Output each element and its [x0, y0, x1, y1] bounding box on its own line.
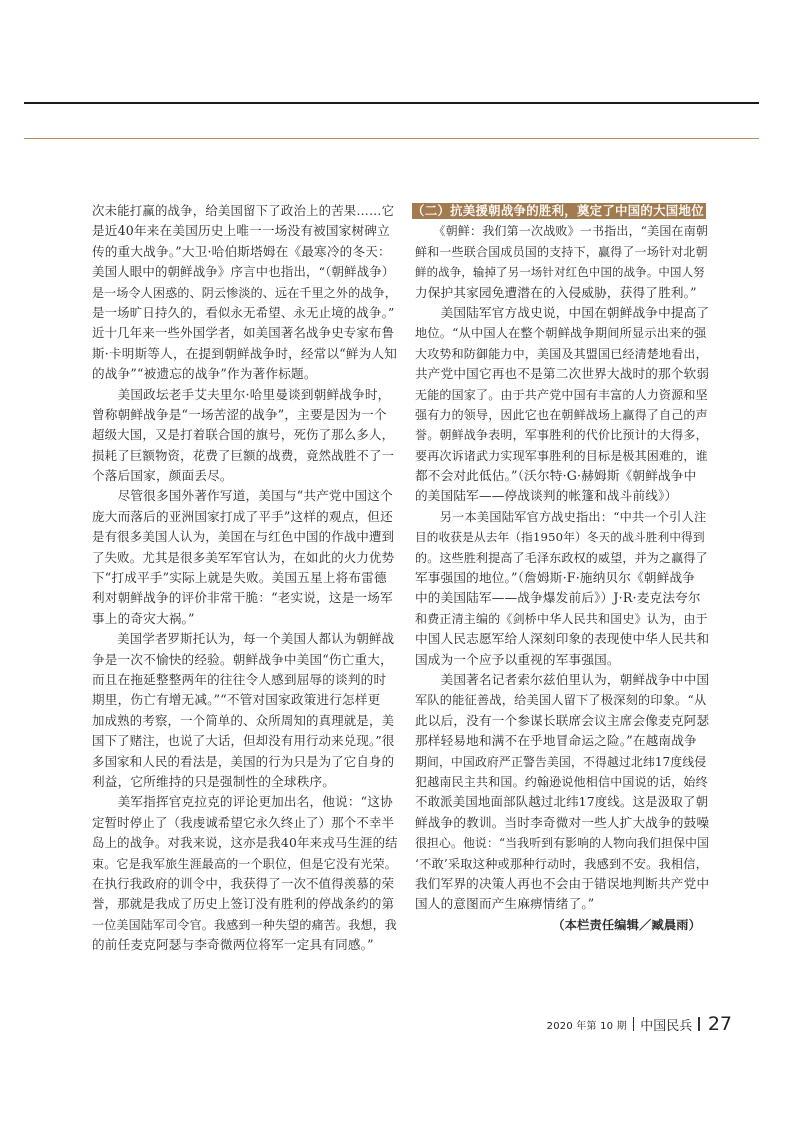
text-line: 鲜和一些联合国成员国的支持下，赢得了一场针对北朝	[415, 244, 708, 259]
text-line: 而且在拖延整整两年的往往令人感到屈辱的谈判的时	[92, 671, 387, 687]
text-line: 此以后，没有一个参谋长联席会议主席会像麦克阿瑟	[415, 712, 710, 728]
right-column	[412, 201, 710, 935]
text-line: 美国政坛老手艾夫里尔·哈里曼谈到朝鲜战争时，	[92, 386, 391, 402]
text-line: 鲜的战争，输掉了另一场针对红色中国的战争。中国人努	[415, 265, 705, 280]
text-line: 美国陆军官方战史说，中国在朝鲜战争中提高了	[415, 304, 710, 320]
editor-credit: （本栏责任编辑／臧晨雨）	[552, 917, 701, 932]
text-line: 的战争”“被遗忘的战争”作为著作标题。	[92, 366, 317, 382]
text-line: 庞大而落后的亚洲国家打成了平手”这样的观点，但还	[92, 508, 393, 524]
text-line: 犯越南民主共和国。约翰逊说他相信中国说的话，始终	[415, 774, 708, 789]
text-line: 美国学者罗斯托认为，每一个美国人都认为朝鲜战	[92, 631, 395, 647]
header-rule	[24, 102, 759, 104]
text-line: 中的美国陆军——战争爆发前后》）J·R·麦克法夸尔	[415, 590, 701, 606]
page-footer	[547, 1013, 732, 1035]
text-line: 次未能打赢的战争，给美国留下了政治上的苦果……它	[92, 203, 395, 218]
text-line: 另一本美国陆军官方战史指出：“中共一个引人注	[415, 509, 707, 524]
text-line: 不敢派美国地面部队越过北纬17度线。这是汲取了朝	[415, 794, 709, 810]
text-line: 了失败。尤其是很多美军军官认为，在如此的火力优势	[92, 549, 395, 565]
text-line: 利对朝鲜战争的评价非常干脆：“老实说，这是一场军	[92, 590, 393, 606]
text-line: 军事强国的地位。”（詹姆斯·F·施纳贝尔《朝鲜战争	[415, 570, 696, 586]
text-line: 共产党中国它再也不是第二次世界大战时的那个软弱	[415, 366, 710, 382]
text-line: 都不会对此低估。”（沃尔特·G·赫姆斯《朝鲜战争中	[415, 468, 697, 484]
text-line: 誉，那就是我成了历史上签订没有胜利的停战条约的第	[92, 896, 395, 912]
footer-divider	[633, 1017, 635, 1031]
text-line: 美国人眼中的朝鲜战争》序言中也指出，“（朝鲜战争）	[92, 264, 395, 280]
text-line: 多国家和人民的看法是，美国的行为只是为了它自身的	[92, 753, 395, 769]
text-line: 期间，中国政府严正警告美国，不得越过北纬17度线侵	[415, 754, 707, 769]
text-line: 的前任麦克阿瑟与李奇微两位将军一定具有同感。”	[92, 937, 374, 953]
right-column-body	[415, 221, 710, 914]
text-line: 在执行我政府的训令中，我获得了一次不值得羡慕的荣	[92, 875, 395, 891]
text-line: 目的收获是从去年（指1950年）冬天的战斗胜利中得到	[415, 530, 705, 545]
text-line: 国下了赌注，也说了大话，但却没有用行动来兑现。”很	[92, 733, 395, 749]
text-line: 美国著名记者索尔兹伯里认为，朝鲜战争中中国	[415, 671, 710, 687]
text-line: ‘不敢’采取这种或那种行动时，我感到不安。我相信，	[415, 856, 709, 871]
text-line: 定暂时停止了（我虔诚希望它永久终止了）那个不幸半	[92, 814, 395, 830]
text-line: 那样轻易地和满不在乎地冒命运之险。”在越南战争	[415, 733, 697, 749]
text-line: 无能的国家了。由于共产党中国有丰富的人力资源和坚	[415, 387, 708, 402]
text-line: 下“打成平手”实际上就是失败。美国五星上将布雷德	[92, 570, 387, 586]
text-line: 利益，它所维持的只是强制性的全球秩序。	[92, 773, 336, 789]
text-line: 誉。朝鲜战争表明，军事胜利的代价比预计的大得多，	[415, 428, 708, 443]
text-line: 美军指挥官克拉克的评论更加出名，他说：“这协	[92, 794, 393, 810]
text-line: 国成为一个应予以重视的军事强国。	[415, 651, 620, 667]
text-line: 期里，伤亡有增无减。”“不管对国家政策进行怎样更	[92, 692, 381, 708]
text-line: 一位美国陆军司令官。我感到一种失望的痛苦。我想，我	[92, 917, 398, 932]
text-line: 岛上的战争。对我来说，这亦是我40年来戎马生涯的结	[92, 835, 398, 851]
text-line: 和费正清主编的《剑桥中华人民共和国史》认为，由于	[415, 611, 708, 626]
text-line: 近十几年来一些外国学者，如美国著名战争史专家布鲁	[92, 325, 395, 341]
text-line: 很担心。他说：“当我听到有影响的人物向我们担保中国	[415, 836, 710, 851]
text-line: 个落后国家，颜面丢尽。	[92, 468, 233, 484]
text-line: 超级大国，又是打着联合国的旗号，死伤了那么多人，	[92, 427, 395, 443]
text-line: 事上的奇灾大祸。”	[92, 610, 195, 626]
text-line: 地位。“从中国人在整个朝鲜战争期间所显示出来的强	[415, 326, 707, 341]
text-line: 曾称朝鲜战争是“一场苦涩的战争”，主要是因为一个	[92, 406, 387, 422]
text-line: 力保护其家园免遭潜在的入侵威胁，获得了胜利。”	[415, 284, 697, 300]
text-line: 尽管很多国外著作写道，美国与“共产党中国这个	[92, 488, 393, 504]
text-line: 《朝鲜：我们第一次战败》一书指出，“美国在南朝	[415, 224, 709, 239]
text-line: 中国人民志愿军给人深刻印象的表现使中华人民共和	[415, 631, 710, 647]
text-line: 是一场令人困惑的、阴云惨淡的、远在千里之外的战争，	[92, 285, 398, 300]
section-heading: （二）抗美援朝战争的胜利，奠定了中国的大国地位	[412, 203, 704, 218]
footer-divider	[698, 1017, 700, 1031]
text-line: 是一场旷日持久的，看似永无希望、永无止境的战争。”	[92, 304, 395, 320]
text-line: 军队的能征善战，给美国人留下了极深刻的印象。“从	[415, 693, 707, 708]
text-line: 束。它是我军旅生涯最高的一个职位，但是它没有光荣。	[92, 856, 398, 871]
text-line: 斯·卡明斯等人，在提到朝鲜战争时，经常以“鲜为人知	[92, 345, 398, 361]
text-line: 要再次诉诸武力实现军事胜利的目标是极其困难的，谁	[415, 448, 708, 463]
text-line: 的美国陆军——停战谈判的帐篷和战斗前线》）	[415, 488, 678, 504]
text-line: 争是一次不愉快的经验。朝鲜战争中美国“伤亡重大，	[92, 651, 393, 667]
magazine-name: 中国民兵	[640, 1018, 693, 1034]
text-line: 损耗了巨额物资，花费了巨额的战费，竟然战胜不了一	[92, 447, 395, 463]
text-line: 我们军界的决策人再也不会由于错误地判断共产党中	[415, 875, 710, 891]
text-line: 鲜战争的教训。当时李奇微对一些人扩大战争的鼓噪	[415, 814, 710, 830]
text-line: 的。这些胜利提高了毛泽东政权的威望，并为之赢得了	[415, 550, 708, 565]
issue-label: 2020 年第 10 期	[546, 1020, 627, 1032]
text-line: 是近40年来在美国历史上唯一一场没有被国家树碑立	[92, 223, 390, 239]
left-column	[92, 201, 398, 955]
text-line: 强有力的领导，因此它也在朝鲜战场上赢得了自己的声	[415, 407, 708, 422]
text-line: 是有很多美国人认为，美国在与红色中国的作战中遭到	[92, 529, 395, 545]
text-line: 传的重大战争。”大卫·哈伯斯塔姆在《最寒冷的冬天：	[92, 243, 391, 259]
text-line: 大攻势和防御能力中，美国及其盟国已经清楚地看出，	[415, 346, 708, 361]
page-number: 27	[707, 1013, 732, 1035]
header-accent-rule	[24, 138, 759, 139]
text-line: 国人的意图而产生麻痹情绪了。”	[415, 896, 595, 912]
text-line: 加成熟的考察，一个简单的、众所周知的真理就是，美	[92, 712, 395, 728]
